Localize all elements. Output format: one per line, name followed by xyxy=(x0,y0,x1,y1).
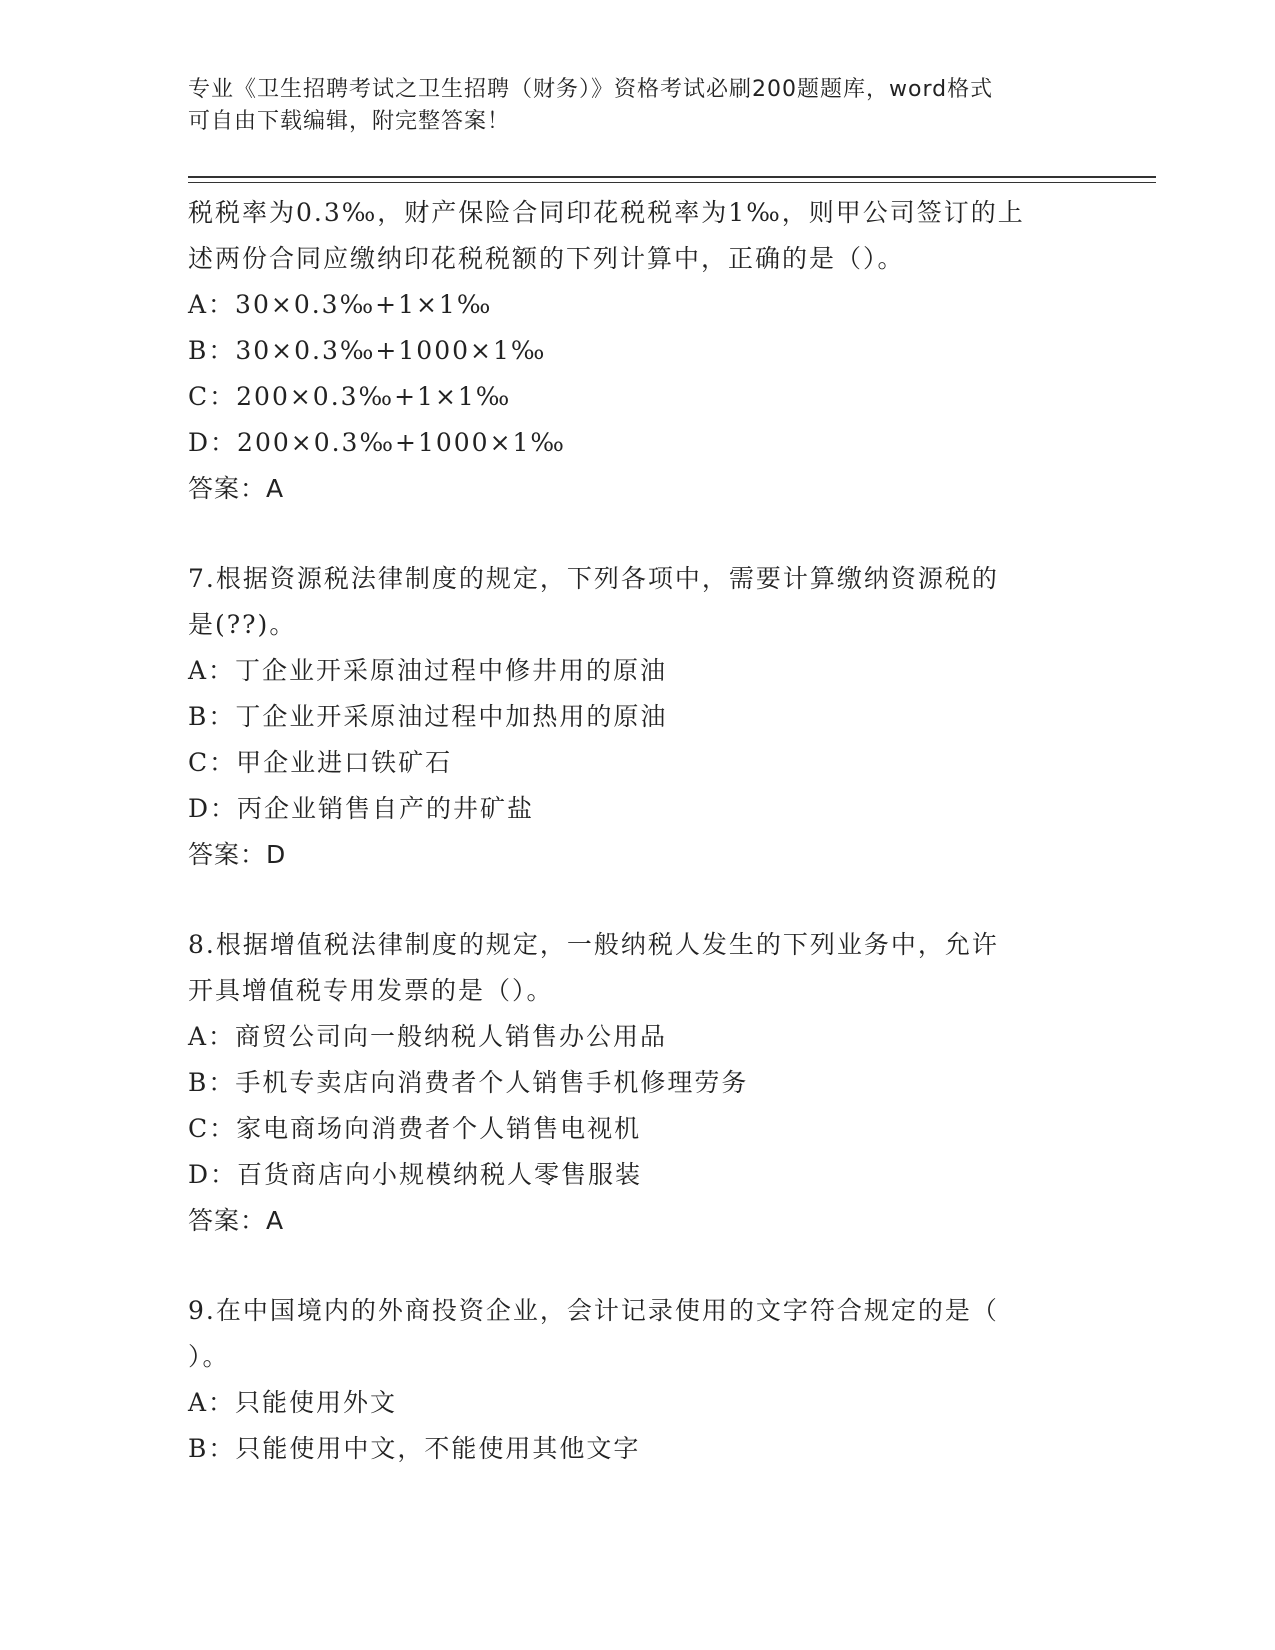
option-d: D：丙企业销售自产的井矿盐 xyxy=(188,794,535,823)
question-stem-line: 9.在中国境内的外商投资企业，会计记录使用的文字符合规定的是（ xyxy=(188,1296,999,1325)
question-stem-line: ）。 xyxy=(188,1342,230,1371)
answer-line: 答案：D xyxy=(188,840,287,869)
header-divider-thin xyxy=(188,182,1156,183)
answer-line: 答案：A xyxy=(188,474,285,503)
option-a: A：30×0.3‰+1×1‰ xyxy=(188,290,493,319)
option-d: D：百货商店向小规模纳税人零售服装 xyxy=(188,1160,643,1189)
document-header xyxy=(188,74,1068,138)
option-c: C：甲企业进口铁矿石 xyxy=(188,748,453,777)
question-continued xyxy=(188,190,1078,512)
option-b: B：手机专卖店向消费者个人销售手机修理劳务 xyxy=(188,1068,749,1097)
header-divider-thick xyxy=(188,176,1156,178)
question-8 xyxy=(188,922,1078,1244)
option-b: B：只能使用中文，不能使用其他文字 xyxy=(188,1434,641,1463)
question-stem-line: 是(??)。 xyxy=(188,610,297,639)
answer-line: 答案：A xyxy=(188,1206,285,1235)
option-b: B：丁企业开采原油过程中加热用的原油 xyxy=(188,702,668,731)
option-a: A：商贸公司向一般纳税人销售办公用品 xyxy=(188,1022,668,1051)
option-c: C：200×0.3‰+1×1‰ xyxy=(188,382,512,411)
question-stem-line: 开具增值税专用发票的是（）。 xyxy=(188,976,554,1005)
question-9 xyxy=(188,1288,1078,1472)
option-a: A：只能使用外文 xyxy=(188,1388,398,1417)
question-list xyxy=(188,190,1078,1472)
question-stem-line: 述两份合同应缴纳印花税税额的下列计算中，正确的是（）。 xyxy=(188,244,905,273)
header-title-line-1: 专业《卫生招聘考试之卫生招聘（财务）》资格考试必刷200题题库，word格式 xyxy=(188,77,994,102)
question-stem-line: 8.根据增值税法律制度的规定，一般纳税人发生的下列业务中，允许 xyxy=(188,930,999,959)
option-d: D：200×0.3‰+1000×1‰ xyxy=(188,428,566,457)
question-7 xyxy=(188,556,1078,878)
option-a: A：丁企业开采原油过程中修井用的原油 xyxy=(188,656,668,685)
option-c: C：家电商场向消费者个人销售电视机 xyxy=(188,1114,642,1143)
question-stem-line: 税税率为0.3‰，财产保险合同印花税税率为1‰，则甲公司签订的上 xyxy=(188,198,1025,227)
option-b: B：30×0.3‰+1000×1‰ xyxy=(188,336,547,365)
question-stem-line: 7.根据资源税法律制度的规定，下列各项中，需要计算缴纳资源税的 xyxy=(188,564,999,593)
header-title-line-2: 可自由下载编辑，附完整答案！ xyxy=(188,109,511,134)
